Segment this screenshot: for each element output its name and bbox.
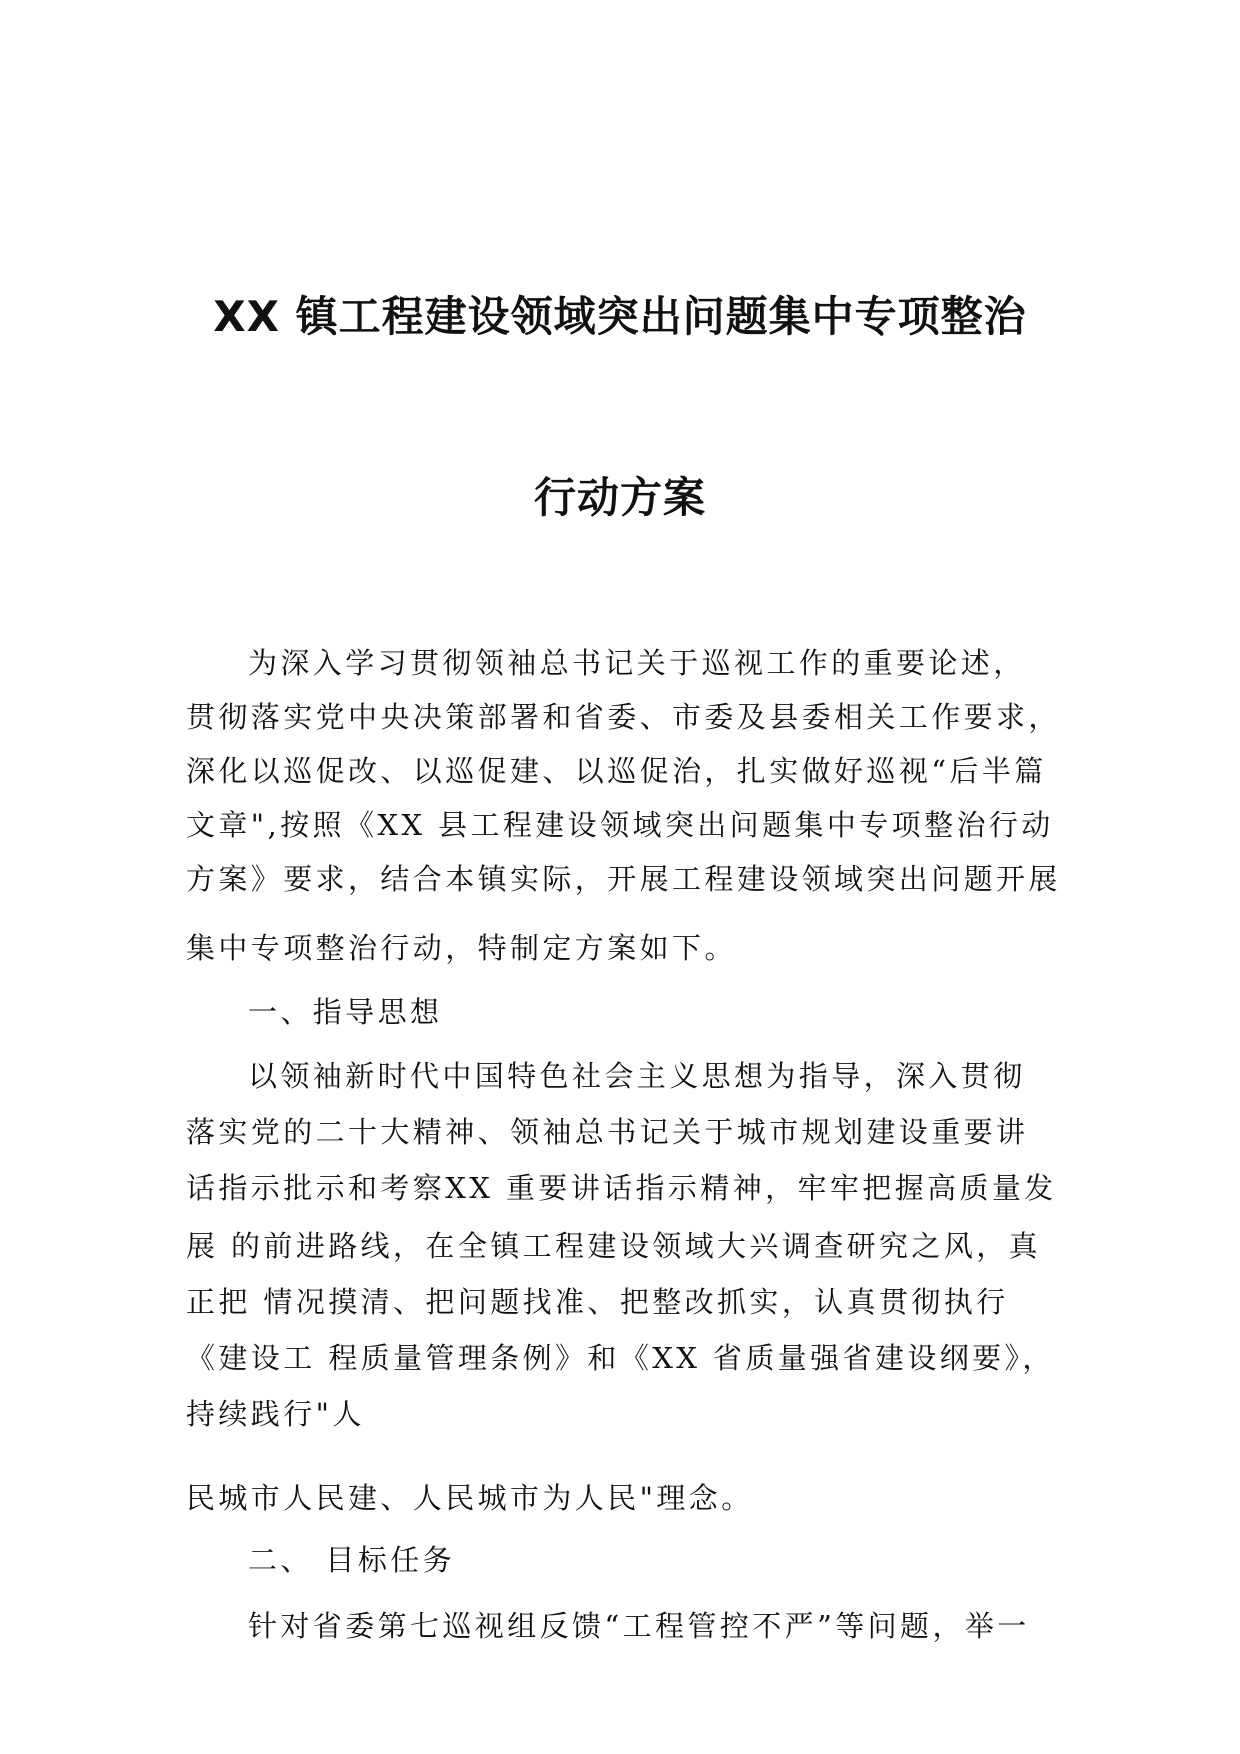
paragraph-line: 深化以巡促改、以巡促建、以巡促治，扎实做好巡视“后半篇 [186, 754, 1047, 788]
paragraph-line: 贯彻落实党中央决策部署和省委、市委及县委相关工作要求， [186, 700, 1061, 734]
paragraph-line: 话指示批示和考察XX 重要讲话指示精神，牢牢把握高质量发 [186, 1171, 1057, 1205]
section-heading-goals-tasks: 二、 目标任务 [248, 1543, 456, 1577]
document-title-line-2: 行动方案 [533, 473, 706, 522]
paragraph-line: 为深入学习贯彻领袖总书记关于巡视工作的重要论述， [248, 646, 1026, 680]
section-heading-guiding-ideology: 一、指导思想 [248, 995, 443, 1029]
document-title-line-1: XX 镇工程建设领域突出问题集中专项整治 [213, 292, 1027, 341]
paragraph-line: 持续践行"人 [186, 1397, 365, 1431]
paragraph-line: 展 的前进路线，在全镇工程建设领域大兴调查研究之风，真 [186, 1229, 1042, 1263]
paragraph-line: 落实党的二十大精神、领袖总书记关于城市规划建设重要讲 [186, 1115, 1029, 1149]
paragraph-line: 针对省委第七巡视组反馈“工程管控不严”等问题，举一 [248, 1609, 1030, 1643]
paragraph-line: 文章",按照《XX 县工程建设领域突出问题集中专项整治行动 [186, 808, 1054, 842]
paragraph-line: 集中专项整治行动，特制定方案如下。 [186, 931, 737, 965]
paragraph-line: 方案》要求，结合本镇实际，开展工程建设领域突出问题开展 [186, 862, 1061, 896]
paragraph-line: 以领袖新时代中国特色社会主义思想为指导，深入贯彻 [248, 1059, 1026, 1093]
paragraph-line: 民城市人民建、人民城市为人民"理念。 [186, 1481, 754, 1515]
paragraph-line: 《建设工 程质量管理条例》和《XX 省质量强省建设纲要》， [186, 1341, 1055, 1375]
paragraph-line: 正把 情况摸清、把问题找准、把整改抓实，认真贯彻执行 [186, 1285, 1009, 1319]
